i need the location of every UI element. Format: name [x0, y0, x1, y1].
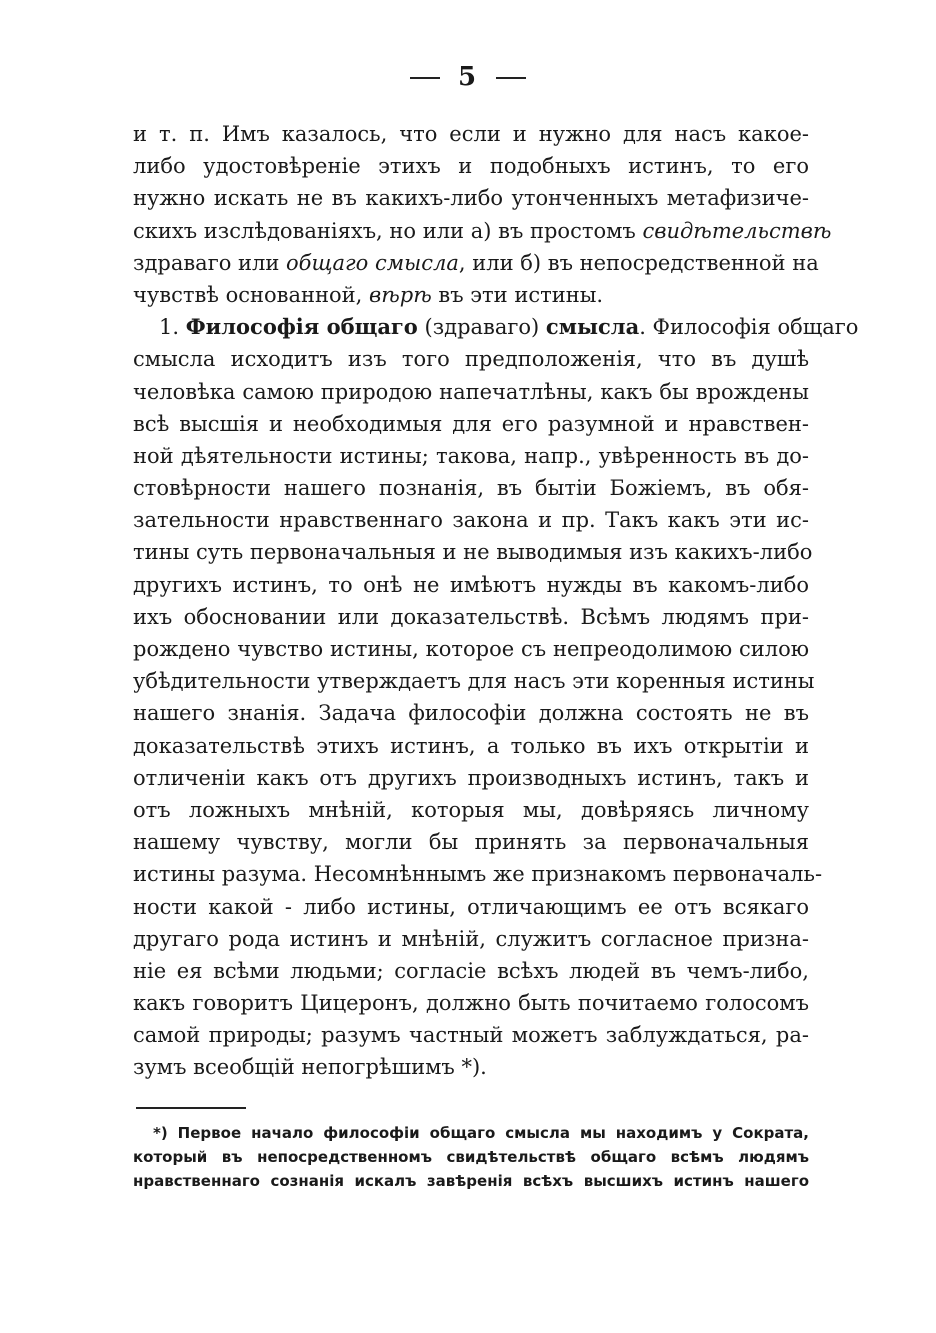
italic-term-faith: вѣрѣ: [369, 282, 432, 307]
text-line: зательности нравственнаго закона и пр. Такъ какъ эти ис-: [133, 508, 809, 533]
text-line: самой природы; разумъ частный можетъ заблуждаться, ра-: [133, 1023, 809, 1048]
header-dash-right: [496, 77, 526, 79]
text-line: другихъ истинъ, то онѣ не имѣютъ нужды въ какомъ-либо: [133, 572, 809, 597]
text-line: убѣдительности утверждаетъ для насъ эти коренныя истины: [133, 669, 815, 694]
text-line: тины суть первоначальныя и не выводимыя изъ какихъ-либо: [133, 540, 813, 565]
header-dash-left: [410, 77, 440, 79]
text-span: въ эти истины.: [438, 282, 604, 307]
text-line: ніе ея всѣми людьми; согласіе всѣхъ людей въ чемъ-либо,: [133, 958, 809, 983]
text-line: [133, 247, 819, 279]
text-span: здраваго или: [133, 250, 280, 275]
text-span: чувствѣ основанной,: [133, 282, 363, 307]
text-line: всѣ высшія и необходимыя для его разумной и нравствен-: [133, 411, 809, 436]
text-line: либо удостовѣреніе этихъ и подобныхъ истинъ, то его: [133, 154, 809, 179]
text-line: смысла исходитъ изъ того предположенія, что въ душѣ: [133, 347, 809, 372]
text-span: . Философія общаго: [639, 315, 859, 340]
text-line: ности какой - либо истины, отличающимъ ее отъ всякаго: [133, 894, 809, 919]
text-line: стовѣрности нашего познанія, въ бытіи Божіемъ, въ обя-: [133, 476, 809, 501]
section-title-part1: Философія общаго: [185, 314, 418, 340]
text-line: какъ говоритъ Цицеронъ, должно быть почитаемо голосомъ: [133, 991, 809, 1016]
footnote-line: *) Первое начало философіи общаго смысла мы находимъ у Сократа,: [153, 1124, 809, 1142]
page-header: [0, 62, 936, 92]
text-line: нужно искать не въ какихъ-либо утонченныхъ метафизиче-: [133, 186, 809, 211]
footnote-rule: [136, 1107, 246, 1109]
text-line: нашему чувству, могли бы принять за первоначальныя: [133, 830, 809, 855]
text-span: , или б) въ непосредственной на: [458, 250, 819, 275]
footnote-line: нравственнаго сознанія искалъ завѣренія всѣхъ высшихъ истинъ нашего: [133, 1172, 809, 1190]
text-line: зумъ всеобщій непогрѣшимъ *).: [133, 1055, 487, 1080]
main-text: [133, 118, 859, 1084]
text-line: другаго рода истинъ и мнѣній, служитъ согласное призна-: [133, 926, 809, 951]
page-number: 5: [457, 62, 479, 92]
section-title-part3: смысла: [545, 314, 640, 340]
text-span: скихъ изслѣдованіяхъ, но или а) въ простомъ: [133, 218, 636, 243]
footnote-line: который въ непосредственномъ свидѣтельствѣ общаго всѣмъ людямъ: [133, 1148, 809, 1166]
text-line: рождено чувство истины, которое съ непреодолимою силою: [133, 637, 809, 661]
text-line: ной дѣятельности истины; такова, напр., увѣренность въ до-: [133, 443, 809, 468]
text-line: нашего знанія. Задача философіи должна состоять не въ: [133, 701, 809, 726]
section-heading-line: [133, 311, 859, 343]
text-line: [133, 215, 832, 247]
italic-term-testimony: свидѣтельствѣ: [642, 218, 832, 243]
section-number: 1.: [159, 315, 180, 340]
text-line: и т. п. Имъ казалось, что если и нужно для насъ какое-: [133, 122, 809, 146]
footnote: [133, 1121, 809, 1193]
text-line: отъ ложныхъ мнѣній, которыя мы, довѣряясь личному: [133, 797, 809, 822]
paragraph-body: [133, 343, 823, 1083]
text-line: человѣка самою природою напечатлѣны, какъ бы врождены: [133, 379, 809, 404]
text-line: [133, 279, 809, 311]
text-line: доказательствѣ этихъ истинъ, а только въ ихъ открытіи и: [133, 733, 809, 758]
text-line: отличеніи какъ отъ другихъ производныхъ истинъ, такъ и: [133, 765, 809, 790]
section-title-part2: (здраваго): [424, 315, 540, 340]
text-line: истины разума. Несомнѣннымъ же признакомъ первоначаль-: [133, 862, 823, 887]
italic-term-common-sense: общаго смысла: [286, 250, 459, 275]
text-line: ихъ обосновании или доказательствѣ. Всѣмъ людямъ при-: [133, 604, 809, 629]
